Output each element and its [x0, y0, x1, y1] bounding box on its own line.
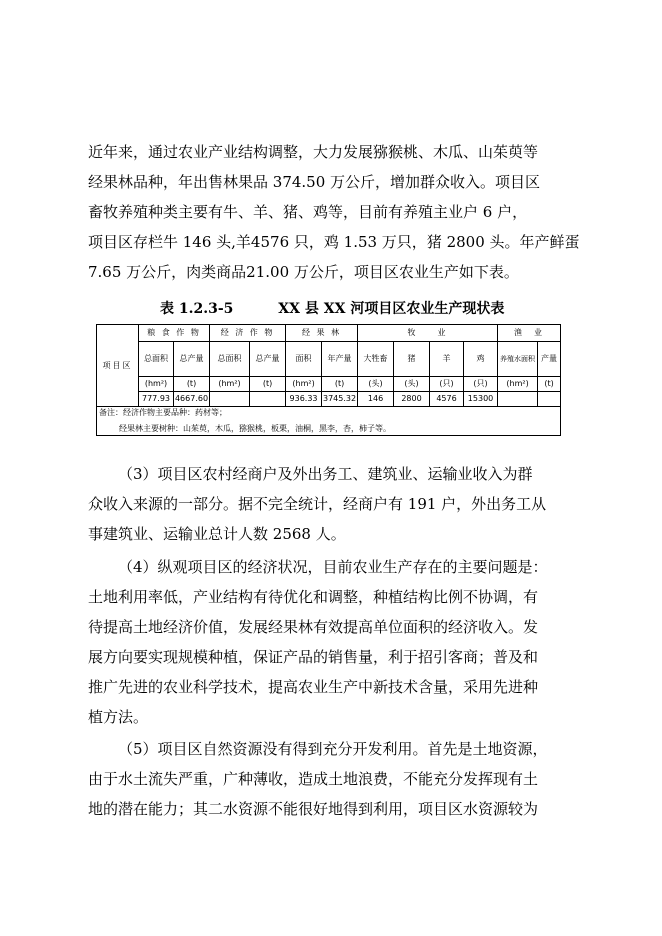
text-line: 7.65 万公斤，肉类商品21.00 万公斤，项目区农业生产如下表。: [88, 263, 519, 281]
table-col-header: 面积: [286, 342, 322, 377]
table-title: XX 县 XX 河项目区农业生产现状表: [278, 301, 505, 317]
table-number: 表 1.2.3-5: [160, 301, 234, 317]
text-line: 项目区存栏牛 146 头,羊4576 只，鸡 1.53 万只，猪 2800 头。年产鲜蛋: [88, 233, 580, 251]
table-cell: 936.33: [286, 392, 322, 407]
table-cell: [210, 392, 250, 407]
table-col-header: 养殖水面积: [498, 342, 538, 377]
table-unit: (hm²): [498, 377, 538, 392]
text-line: 土地利用率低，产业结构有待优化和调整，种植结构比例不协调，有: [88, 588, 539, 606]
table-group-header-row: [97, 325, 561, 342]
table-col-header: 年产量: [322, 342, 358, 377]
table-col-header: 大牲畜: [358, 342, 394, 377]
paragraph-business-income: [88, 459, 578, 549]
table-cell: 146: [358, 392, 394, 407]
text-line: 展方向要实现规模种植，保证产品的销售量，利于招引客商；普及和: [88, 648, 539, 666]
table-unit: (hm²): [139, 377, 174, 392]
text-line: 地的潜在能力；其二水资源不能很好地得到利用，项目区水资源较为: [88, 800, 539, 818]
text-line: 植方法。: [88, 708, 149, 726]
table-header-fishery: 渔 业: [498, 325, 561, 342]
table-cell: 777.93: [139, 392, 174, 407]
table-unit: (t): [174, 377, 210, 392]
table-col-header: 鸡: [464, 342, 498, 377]
table-cell: 15300: [464, 392, 498, 407]
agriculture-status-table: [96, 324, 561, 436]
table-unit: (t): [538, 377, 561, 392]
text-line: （5）项目区自然资源没有得到充分开发利用。首先是土地资源，: [118, 740, 548, 758]
table-cell: 4667.60: [174, 392, 210, 407]
table-unit: (hm²): [286, 377, 322, 392]
text-line: （4）纵观项目区的经济状况，目前农业生产存在的主要问题是：: [118, 558, 548, 576]
table-col-header: 总面积: [210, 342, 250, 377]
table-unit: (t): [250, 377, 286, 392]
table-unit-row: [97, 377, 561, 392]
table-cell: [538, 392, 561, 407]
text-line: 经果林品种，年出售林果品 374.50 万公斤，增加群众收入。项目区: [88, 173, 541, 191]
table-unit: (hm²): [210, 377, 250, 392]
table-col-header: 猪: [394, 342, 430, 377]
table-column-header-row: [97, 342, 561, 377]
table-note: [97, 407, 561, 436]
table-cell: 2800: [394, 392, 430, 407]
table-col-header: 总产量: [174, 342, 210, 377]
table-unit: (头): [394, 377, 430, 392]
text-line: （3）项目区农村经商户及外出务工、建筑业、运输业收入为群: [118, 465, 533, 483]
table-note-line2: 经果林主要树种：山茱萸，木瓜，猕猴桃，板栗，油桐，黑李，杏，柿子等。: [119, 424, 391, 433]
table-unit: (只): [464, 377, 498, 392]
text-line: 事建筑业、运输业总计人数 2568 人。: [88, 525, 346, 543]
table-note-row: [97, 407, 561, 436]
paragraph-agriculture-overview: [88, 137, 578, 287]
table-caption: [160, 298, 540, 318]
table-header-cash-crops: 经 济 作 物: [210, 325, 286, 342]
table-cell: [250, 392, 286, 407]
paragraph-natural-resources: [88, 734, 578, 824]
text-line: 推广先进的农业科学技术，提高农业生产中新技术含量，采用先进种: [88, 678, 539, 696]
text-line: 近年来，通过农业产业结构调整，大力发展猕猴桃、木瓜、山茱萸等: [88, 143, 539, 161]
text-line: 畜牧养殖种类主要有牛、羊、猪、鸡等，目前有养殖主业户 6 户，: [88, 203, 528, 221]
table-header-grain: 粮 食 作 物: [139, 325, 210, 342]
table-header-orchard: 经 果 林: [286, 325, 358, 342]
table-value-row: [97, 392, 561, 407]
paragraph-main-problems: [88, 552, 578, 732]
table-header-area: 项目区: [97, 325, 139, 407]
text-line: 众收入来源的一部分。据不完全统计，经商户有 191 户，外出务工从: [88, 495, 547, 513]
table-header-livestock: 牧 业: [358, 325, 498, 342]
table-cell: 4576: [430, 392, 464, 407]
table-col-header: 羊: [430, 342, 464, 377]
table-unit: (只): [430, 377, 464, 392]
table-col-header: 产量: [538, 342, 561, 377]
table-col-header: 总产量: [250, 342, 286, 377]
table-unit: (t): [322, 377, 358, 392]
text-line: 待提高土地经济价值，发展经果林有效提高单位面积的经济收入。发: [88, 618, 539, 636]
table-cell: 3745.32: [322, 392, 358, 407]
table-col-header: 总面积: [139, 342, 174, 377]
table-note-line1: 备注：经济作物主要品种：药材等；: [99, 408, 227, 417]
table-cell: [498, 392, 538, 407]
table-unit: (头): [358, 377, 394, 392]
text-line: 由于水土流失严重，广种薄收，造成土地浪费，不能充分发挥现有土: [88, 770, 539, 788]
